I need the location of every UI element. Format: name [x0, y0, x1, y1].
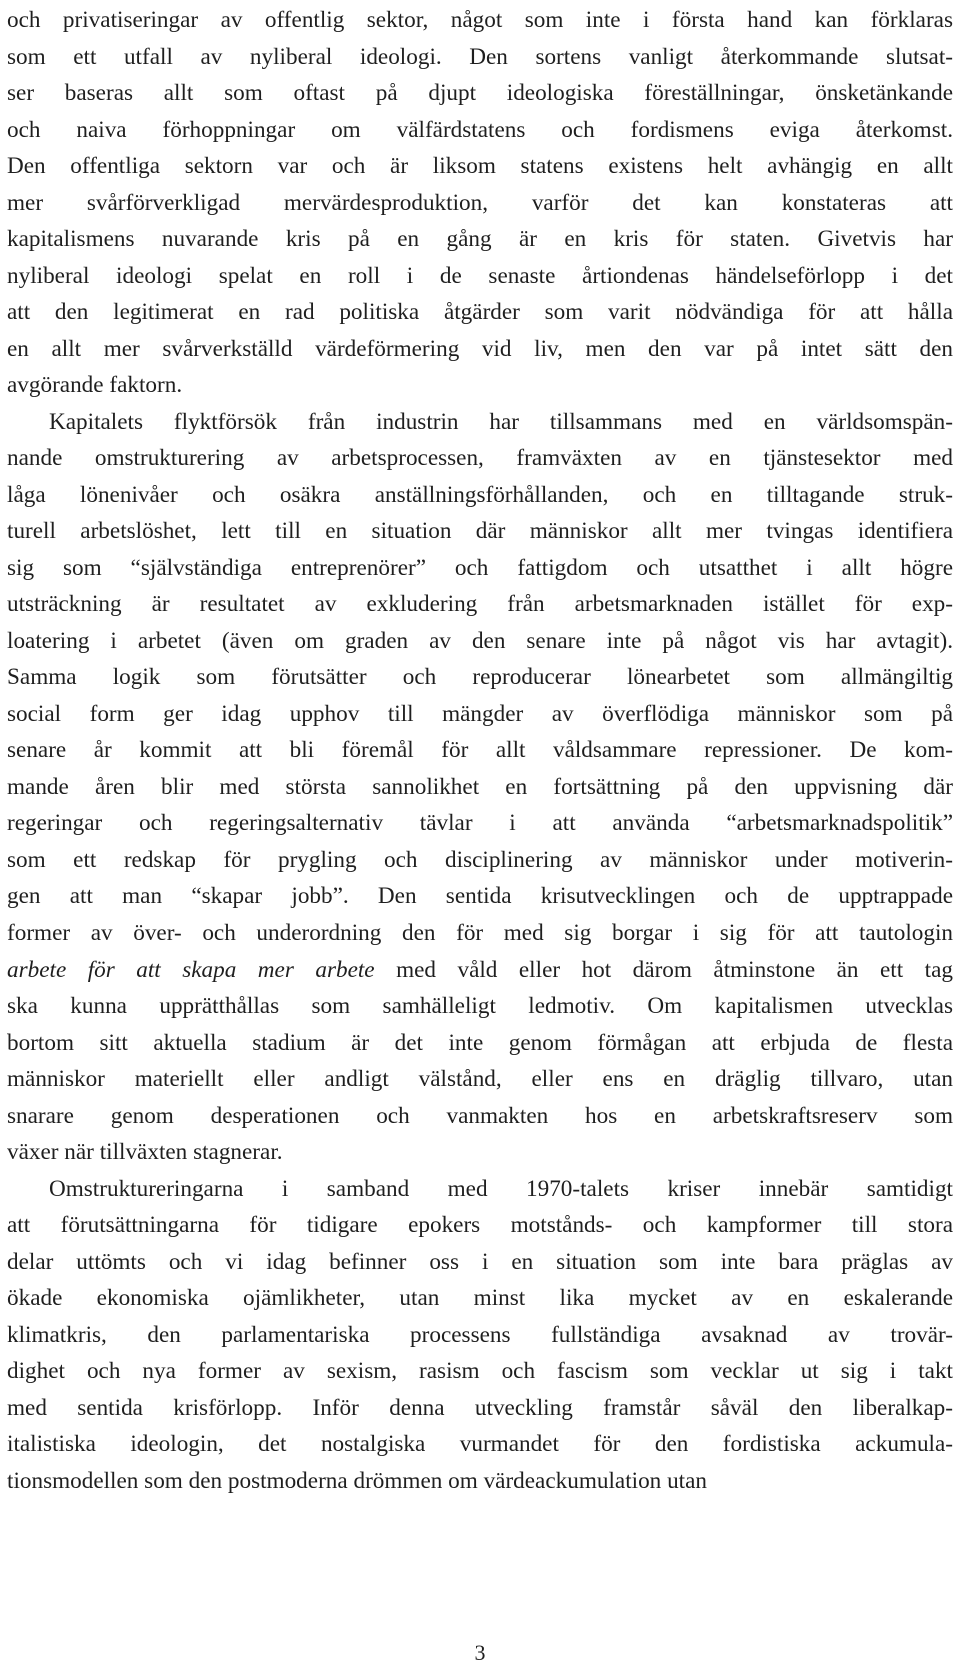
text-line: mande åren blir med största sannolikhet en fortsättning på den uppvisning där — [7, 773, 953, 800]
text-line: sig som “självständiga entreprenörer” och fattigdom och utsatthet i allt högre — [7, 554, 953, 581]
text-line: som ett utfall av nyliberal ideologi. Den sortens vanligt återkommande slutsat- — [7, 43, 953, 70]
page-number: 3 — [474, 1640, 486, 1665]
text-line: att den legitimerat en rad politiska åtgärder som varit nödvändiga för att hålla — [7, 299, 953, 326]
text-segment: med våld eller hot därom åtminstone än ett tag — [374, 956, 953, 983]
text-line: former av över- och underordning den för med sig borgar i sig för att tautologin — [7, 920, 953, 946]
text-line: loatering i arbetet (även om graden av den senare inte på något vis har avtagit). — [7, 627, 953, 654]
text-line: klimatkris, den parlamentariska processens fullständiga avsaknad av trovär- — [7, 1321, 953, 1348]
text-line: och privatiseringar av offentlig sektor, något som inte i första hand kan förklaras — [7, 7, 953, 33]
text-line: gen att man “skapar jobb”. Den sentida krisutvecklingen och de upptrappade — [7, 883, 953, 910]
text-line: som ett redskap för prygling och disciplinering av människor under motiverin- — [7, 846, 953, 873]
text-line: Kapitalets flyktförsök från industrin har tillsammans med en världsomspän- — [49, 408, 953, 435]
text-line: växer när tillväxten stagnerar. — [7, 1139, 283, 1166]
text-line: snarare genom desperationen och vanmakten hos en arbetskraftsreserv som — [7, 1102, 953, 1129]
text-line: nande omstrukturering av arbetsprocessen, framväxten av en tjänstesektor med — [7, 445, 953, 472]
text-line: en allt mer svårverkställd värdeförmering vid liv, men den var på intet sätt den — [7, 335, 953, 362]
text-line: Samma logik som förutsätter och reproducerar lönearbetet som allmängiltig — [7, 664, 953, 691]
text-line: utsträckning är resultatet av exkludering från arbetsmarknaden istället för exp- — [7, 591, 953, 618]
text-line: Den offentliga sektorn var och är liksom statens existens helt avhängig en allt — [7, 153, 953, 180]
text-line: nyliberal ideologi spelat en roll i de senaste årtiondenas händelseförlopp i det — [7, 262, 953, 289]
text-line: människor materiellt eller andligt välstånd, eller ens en dräglig tillvaro, utan — [7, 1066, 953, 1093]
text-line: bortom sitt aktuella stadium är det inte genom förmågan att erbjuda de flesta — [7, 1029, 953, 1056]
text-line: mer svårförverkligad mervärdesproduktion, varför det kan konstateras att — [7, 189, 953, 216]
text-line: att förutsättningarna för tidigare epokers motstånds- och kampformer till stora — [7, 1212, 953, 1239]
text-line: kapitalismens nuvarande kris på en gång är en kris för staten. Givetvis har — [7, 226, 953, 253]
text-line: delar uttömts och vi idag befinner oss i en situation som inte bara präglas av — [7, 1248, 953, 1275]
text-line — [7, 952, 953, 988]
text-line: senare år kommit att bli föremål för allt våldsammare repressioner. De kom- — [7, 737, 953, 764]
italic-phrase: arbete för att skapa mer arbete — [7, 956, 375, 983]
text-line: med sentida krisförlopp. Inför denna utveckling framstår såväl den liberalkap- — [7, 1394, 953, 1421]
text-line: dighet och nya former av sexism, rasism och fascism som vecklar ut sig i takt — [7, 1358, 953, 1385]
text-line: tionsmodellen som den postmoderna drömmen om värdeackumulation utan — [7, 1467, 707, 1494]
text-line: avgörande faktorn. — [7, 372, 183, 399]
text-line: regeringar och regeringsalternativ tävlar i att använda “arbetsmarknadspolitik” — [7, 810, 953, 837]
text-line: italistiska ideologin, det nostalgiska vurmandet för den fordistiska ackumula- — [7, 1431, 953, 1458]
text-line: ser baseras allt som oftast på djupt ideologiska föreställningar, önsketänkande — [7, 80, 953, 107]
text-line: ökade ekonomiska ojämlikheter, utan minst lika mycket av en eskalerande — [7, 1285, 953, 1312]
text-line: Omstruktureringarna i samband med 1970-talets kriser innebär samtidigt — [49, 1175, 953, 1202]
text-line: och naiva förhoppningar om välfärdstatens och fordismens eviga återkomst. — [7, 116, 953, 143]
text-line: ska kunna upprätthållas som samhälleligt ledmotiv. Om kapitalismen utvecklas — [7, 993, 953, 1020]
text-line: turell arbetslöshet, lett till en situation där människor allt mer tvingas identifiera — [7, 518, 953, 545]
text-line: social form ger idag upphov till mängder av överflödiga människor som på — [7, 700, 953, 727]
text-line: låga lönenivåer och osäkra anställningsförhållanden, och en tilltagande struk- — [7, 481, 953, 508]
